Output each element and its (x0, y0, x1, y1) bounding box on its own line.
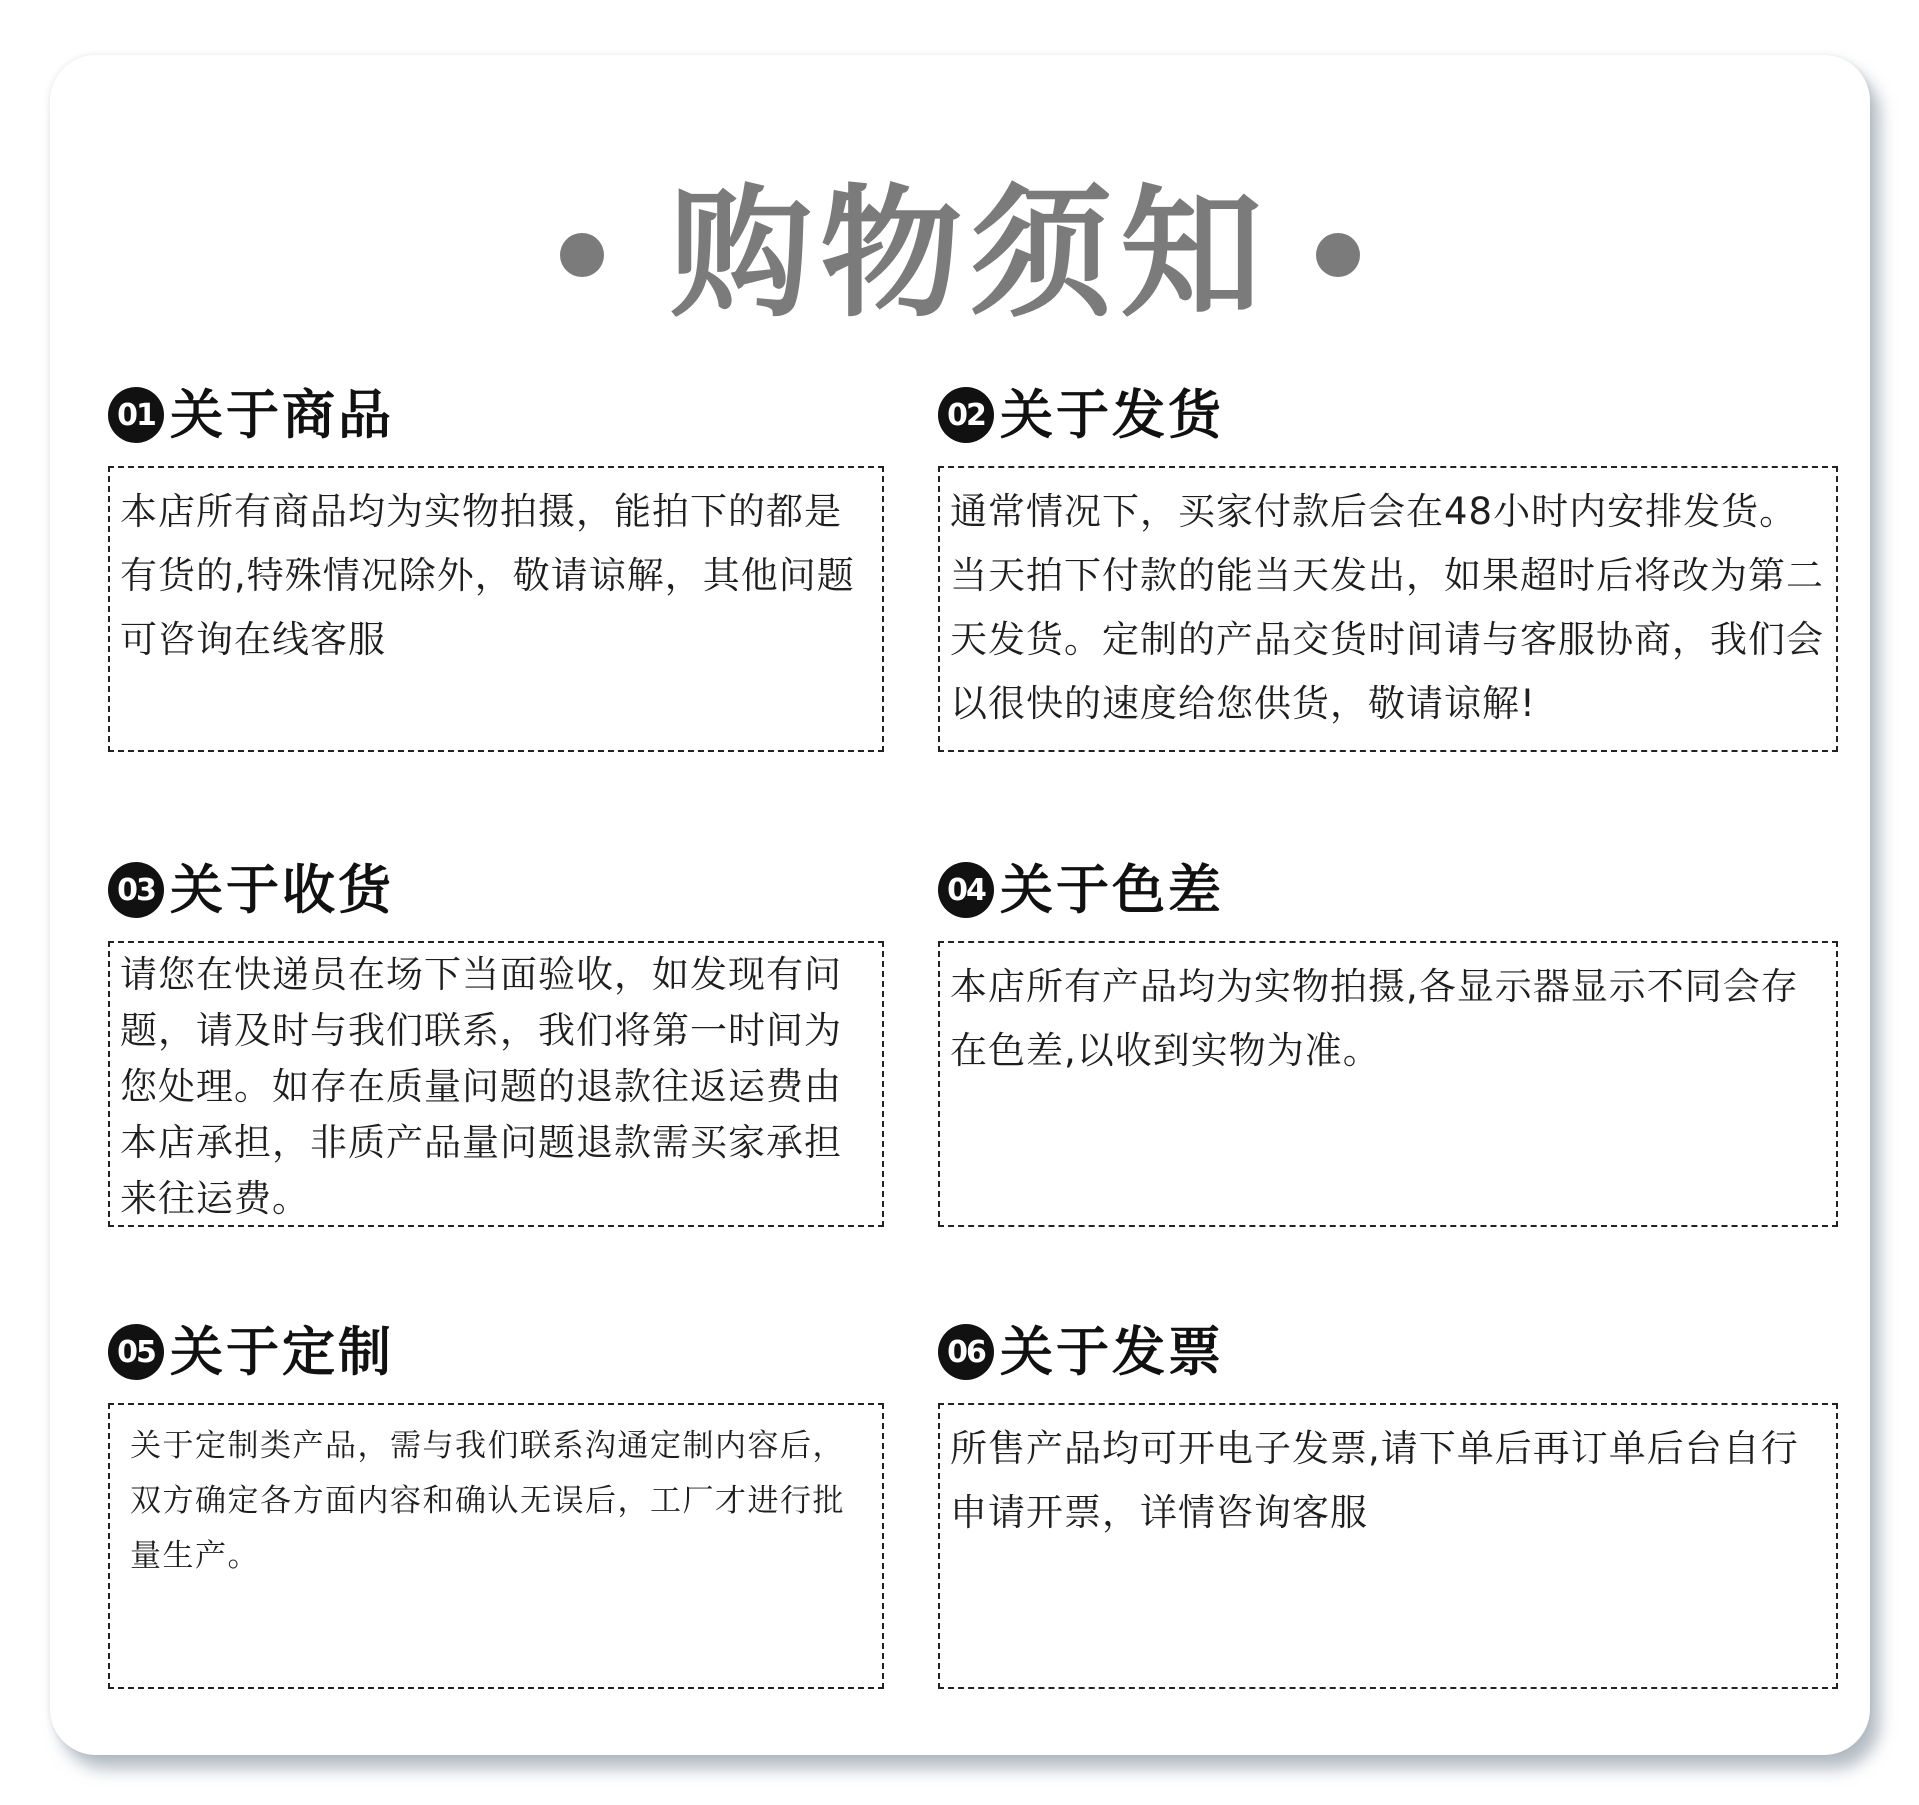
section-header (938, 855, 1714, 925)
number-badge: 05 (108, 1324, 164, 1380)
section-heading: 关于发票 (1000, 1321, 1224, 1383)
section-shipping (938, 380, 1824, 725)
section-header (108, 855, 884, 925)
section-header (938, 380, 1714, 450)
section-heading: 关于收货 (170, 859, 394, 921)
section-body: 本店所有商品均为实物拍摄，能拍下的都是有货的,特殊情况除外，敬请谅解，其他问题可咨询在线客服 (108, 466, 884, 752)
title-dot-left-icon (560, 233, 604, 277)
section-body: 本店所有产品均为实物拍摄,各显示器显示不同会存在色差,以收到实物为准。 (938, 941, 1838, 1227)
section-header (938, 1317, 1714, 1387)
section-receiving (108, 855, 884, 1220)
section-body: 请您在快递员在场下当面验收，如发现有问题，请及时与我们联系，我们将第一时间为您处理。如存在质量问题的退款往返运费由本店承担，非质产品量问题退款需买家承担来往运费。 (108, 941, 884, 1227)
page-title: 购物须知 (670, 172, 1270, 337)
section-heading: 关于商品 (170, 384, 394, 446)
section-heading: 关于定制 (170, 1321, 394, 1383)
section-customization (108, 1317, 884, 1574)
number-badge: 06 (938, 1324, 994, 1380)
number-badge: 02 (938, 387, 994, 443)
notice-card (50, 55, 1870, 1755)
title-row (50, 172, 1870, 337)
section-body: 关于定制类产品，需与我们联系沟通定制内容后，双方确定各方面内容和确认无误后，工厂才进行批量生产。 (108, 1403, 884, 1689)
section-body: 通常情况下，买家付款后会在48小时内安排发货。当天拍下付款的能当天发出，如果超时后将改为第二天发货。定制的产品交货时间请与客服协商，我们会以很快的速度给您供货，敬请谅解! (938, 466, 1838, 752)
section-product (108, 380, 884, 661)
title-dot-right-icon (1316, 233, 1360, 277)
section-heading: 关于色差 (1000, 859, 1224, 921)
section-invoice (938, 1317, 1799, 1534)
section-color-difference (938, 855, 1799, 1072)
section-header (108, 1317, 884, 1387)
section-header (108, 380, 884, 450)
number-badge: 04 (938, 862, 994, 918)
number-badge: 03 (108, 862, 164, 918)
section-heading: 关于发货 (1000, 384, 1224, 446)
number-badge: 01 (108, 387, 164, 443)
section-body: 所售产品均可开电子发票,请下单后再订单后台自行申请开票，详情咨询客服 (938, 1403, 1838, 1689)
